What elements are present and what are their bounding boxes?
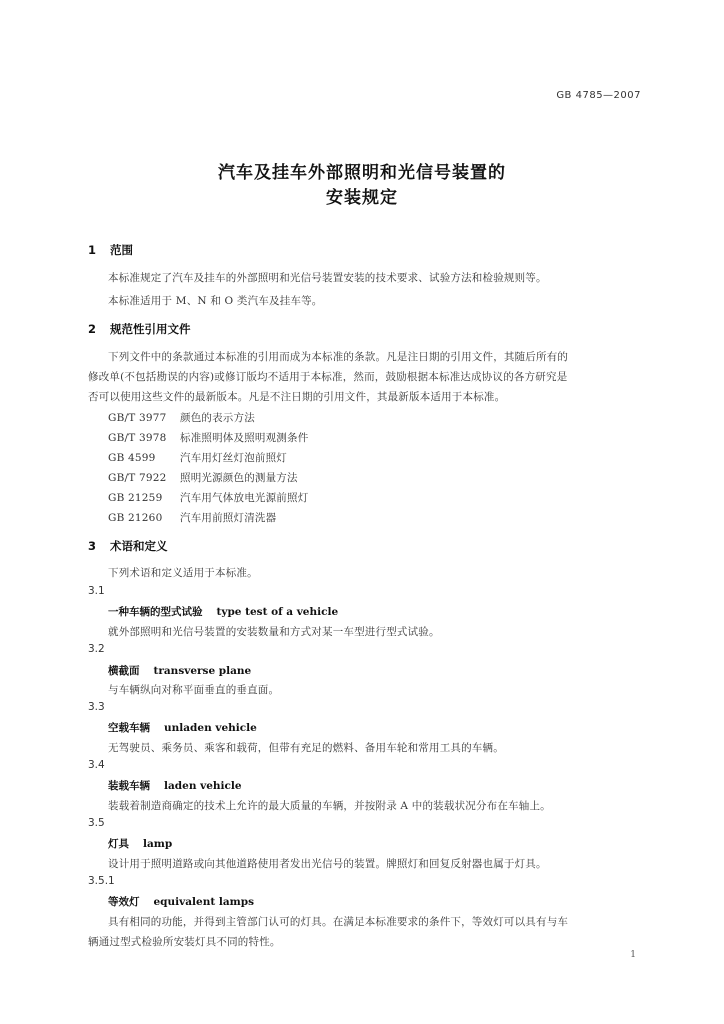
section-number: 1 [88, 243, 97, 257]
reference-title: 汽车用前照灯清洗器 [180, 512, 277, 524]
reference-code: GB/T 3978 [108, 432, 167, 444]
term-heading [108, 778, 242, 793]
paragraph: 下列文件中的条款通过本标准的引用而成为本标准的条款。凡是注日期的引用文件，其随后所有的 [108, 351, 569, 363]
reference-code: GB 4599 [108, 452, 156, 464]
term-zh: 等效灯 [108, 896, 140, 908]
term-zh: 空载车辆 [108, 722, 150, 734]
term-heading [108, 836, 172, 851]
term-zh: 一种车辆的型式试验 [108, 606, 203, 618]
reference-title: 汽车用气体放电光源前照灯 [180, 492, 309, 504]
section-title: 范围 [110, 243, 133, 257]
paragraph: 本标准规定了汽车及挂车的外部照明和光信号装置安装的技术要求、试验方法和检验规则等。 [108, 272, 547, 284]
term-heading [108, 663, 251, 678]
term-heading [108, 720, 257, 735]
term-definition: 辆通过型式检验所安装灯具不同的特性。 [88, 936, 281, 948]
term-number: 3.2 [88, 643, 105, 655]
document-title-line1: 汽车及挂车外部照明和光信号装置的 [218, 163, 506, 183]
document-title-line2: 安装规定 [326, 188, 398, 208]
paragraph: 下列术语和定义适用于本标准。 [108, 567, 258, 579]
paragraph: 否可以使用这些文件的最新版本。凡是不注日期的引用文件，其最新版本适用于本标准。 [88, 391, 506, 403]
reference-title: 标准照明体及照明观测条件 [180, 432, 309, 444]
term-en: equivalent lamps [153, 896, 255, 908]
reference-item [108, 450, 287, 465]
reference-code: GB 21259 [108, 492, 163, 504]
reference-code: GB/T 3977 [108, 412, 167, 424]
term-heading [108, 894, 254, 909]
term-number: 3.5 [88, 817, 105, 829]
reference-item [108, 510, 276, 525]
section-title: 术语和定义 [110, 539, 168, 553]
reference-item [108, 430, 308, 445]
section-3-heading [88, 538, 168, 554]
section-title: 规范性引用文件 [110, 322, 191, 336]
term-zh: 灯具 [108, 838, 129, 850]
standard-number: GB 4785—2007 [556, 90, 641, 101]
reference-code: GB 21260 [108, 512, 163, 524]
term-en: lamp [143, 838, 173, 850]
reference-code: GB/T 7922 [108, 472, 167, 484]
section-number: 3 [88, 539, 97, 553]
term-en: laden vehicle [164, 780, 242, 792]
term-en: type test of a vehicle [216, 606, 339, 618]
term-zh: 装载车辆 [108, 780, 150, 792]
term-heading [108, 604, 338, 619]
reference-item [108, 490, 308, 505]
page-number: 1 [630, 950, 636, 960]
term-definition: 就外部照明和光信号装置的安装数量和方式对某一车型进行型式试验。 [108, 626, 440, 638]
reference-item [108, 470, 298, 485]
term-en: transverse plane [153, 665, 252, 677]
term-number: 3.5.1 [88, 875, 115, 887]
term-definition: 与车辆纵向对称平面垂直的垂直面。 [108, 684, 280, 696]
term-number: 3.1 [88, 585, 105, 597]
term-definition: 具有相同的功能，并得到主管部门认可的灯具。在满足本标准要求的条件下，等效灯可以具有与车 [108, 916, 569, 928]
section-2-heading [88, 321, 191, 337]
paragraph: 修改单(不包括勘误的内容)或修订版均不适用于本标准，然而，鼓励根据本标准达成协议的各方研究是 [88, 371, 568, 383]
term-number: 3.3 [88, 701, 105, 713]
term-en: unladen vehicle [164, 722, 257, 734]
term-number: 3.4 [88, 759, 105, 771]
term-zh: 横截面 [108, 665, 140, 677]
reference-item [108, 410, 255, 425]
term-definition: 无驾驶员、乘务员、乘客和载荷，但带有充足的燃料、备用车轮和常用工具的车辆。 [108, 742, 504, 754]
section-number: 2 [88, 322, 97, 336]
section-1-heading [88, 242, 133, 258]
paragraph: 本标准适用于 M、N 和 O 类汽车及挂车等。 [108, 295, 323, 307]
reference-title: 照明光源颜色的测量方法 [180, 472, 298, 484]
term-definition: 设计用于照明道路或向其他道路使用者发出光信号的装置。牌照灯和回复反射器也属于灯具。 [108, 858, 547, 870]
reference-title: 颜色的表示方法 [180, 412, 255, 424]
reference-title: 汽车用灯丝灯泡前照灯 [180, 452, 287, 464]
term-definition: 装载着制造商确定的技术上允许的最大质量的车辆，并按附录 A 中的装载状况分布在车轴上。 [108, 800, 551, 812]
